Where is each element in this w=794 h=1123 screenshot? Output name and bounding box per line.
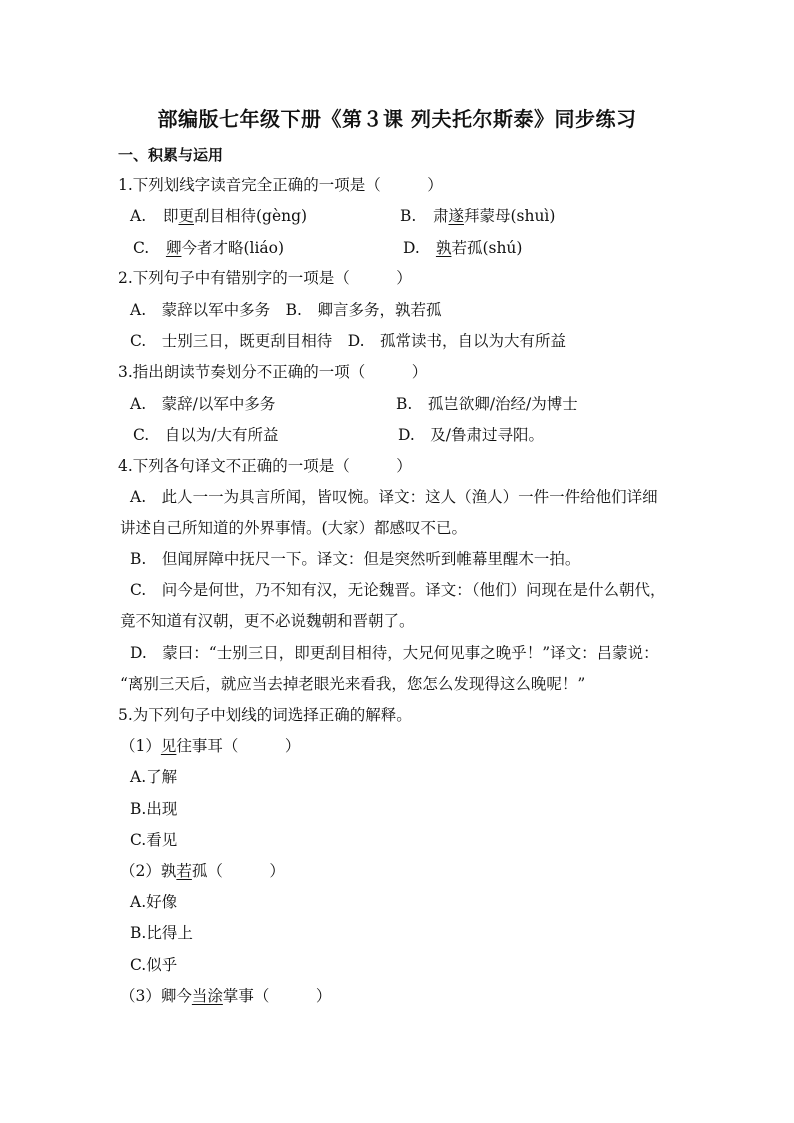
page-title: 部编版七年级下册《第３课 列夫托尔斯泰》同步练习 (157, 107, 637, 131)
q3-option-b: B. 孤岂欲卿/治经/为博士 (396, 395, 578, 413)
q5-s3-pre: （3）卿今 (120, 987, 192, 1005)
q5-s2-option-c: C.似乎 (130, 956, 178, 974)
q5-s1-post: 往事耳（ ） (176, 737, 301, 755)
q5-s1-pre: （1） (120, 737, 161, 755)
q5-s2-post: 孤（ ） (191, 862, 285, 880)
q5-s2-underlined: 若 (176, 862, 192, 880)
q1-d-post: 若孤(shú) (451, 239, 523, 257)
q4-option-a-line-1: A. 此人一一为具言所闻，皆叹惋。译文：这人（渔人）一件一件给他们详细 (130, 488, 658, 506)
q4-option-c-line-2: 竟不知道有汉朝，更不必说魏朝和晋朝了。 (120, 612, 415, 630)
q4-option-d-line-1: D. 蒙曰：“士别三日，即更刮目相待，大兄何见事之晚乎！”译文：吕蒙说： (130, 644, 659, 662)
q5-s1-option-c: C.看见 (130, 831, 178, 849)
q4-option-c-line-1: C. 问今是何世，乃不知有汉，无论魏晋。译文：（他们）问现在是什么朝代， (130, 581, 666, 599)
q3-option-a: A. 蒙辞/以军中多务 (130, 395, 276, 413)
q1-c-underlined: 卿 (165, 239, 182, 257)
q1-option-c (133, 238, 284, 258)
q1-c-label: C. (133, 239, 150, 257)
q4-option-a-line-2: 讲述自己所知道的外界事情。(大家）都感叹不已。 (120, 519, 468, 537)
q5-s1-underlined: 见 (160, 737, 177, 755)
q5-sub-2 (120, 861, 285, 881)
q5-s2-pre: （2）孰 (120, 862, 177, 880)
q1-option-d (403, 238, 522, 258)
q3-option-c: C. 自以为/大有所益 (133, 426, 279, 444)
q1-b-post: 拜蒙母(shuì) (463, 207, 556, 225)
question-3-stem: 3.指出朗读节奏划分不正确的一项（ ） (118, 363, 428, 381)
q5-s2-option-a: A.好像 (130, 893, 178, 911)
q3-option-d: D. 及/鲁肃过寻阳。 (398, 426, 545, 444)
q1-b-underlined: 遂 (448, 207, 464, 225)
q2-options-line-1: A. 蒙辞以军中多务 B. 卿言多务，孰若孤 (130, 301, 442, 319)
q5-s2-option-b: B.比得上 (130, 924, 193, 942)
q4-option-d-line-2: “离别三天后，就应当去掉老眼光来看我，您怎么发现得这么晚呢！” (120, 675, 586, 693)
q1-a-post: 刮目相待(gèng) (193, 207, 308, 225)
question-5-stem: 5.为下列句子中划线的词选择正确的解释。 (118, 706, 412, 724)
q4-option-b: B. 但闻屏障中抚尺一下。译文：但是突然听到帷幕里醒木一拍。 (130, 550, 581, 568)
q5-s3-post: 掌事（ ） (222, 987, 332, 1005)
question-1-stem: 1.下列划线字读音完全正确的一项是（ ） (118, 176, 443, 194)
q5-sub-3 (120, 986, 331, 1006)
q1-c-post: 今者才略(liáo) (181, 239, 285, 257)
q5-s1-option-a: A.了解 (130, 768, 178, 786)
q1-d-label: D. (403, 239, 420, 257)
q1-a-label: A. (130, 207, 147, 225)
section-heading: 一、积累与运用 (118, 146, 224, 164)
q1-option-b (400, 206, 555, 226)
q1-d-underlined: 孰 (435, 239, 452, 257)
question-2-stem: 2.下列句子中有错别字的一项是（ ） (118, 269, 412, 287)
q5-sub-1 (120, 736, 300, 756)
q1-a-pre: 即 (162, 207, 179, 225)
q1-option-a (130, 206, 307, 226)
q2-options-line-2: C. 士别三日，既更刮目相待 D. 孤常读书，自以为大有所益 (130, 332, 567, 350)
q1-b-label: B. (400, 207, 417, 225)
q5-s1-option-b: B.出现 (130, 800, 178, 818)
q5-s3-underlined: 当涂 (191, 987, 223, 1005)
q1-a-underlined: 更 (178, 207, 194, 225)
q1-b-pre: 肃 (432, 207, 449, 225)
question-4-stem: 4.下列各句译文不正确的一项是（ ） (118, 457, 412, 475)
